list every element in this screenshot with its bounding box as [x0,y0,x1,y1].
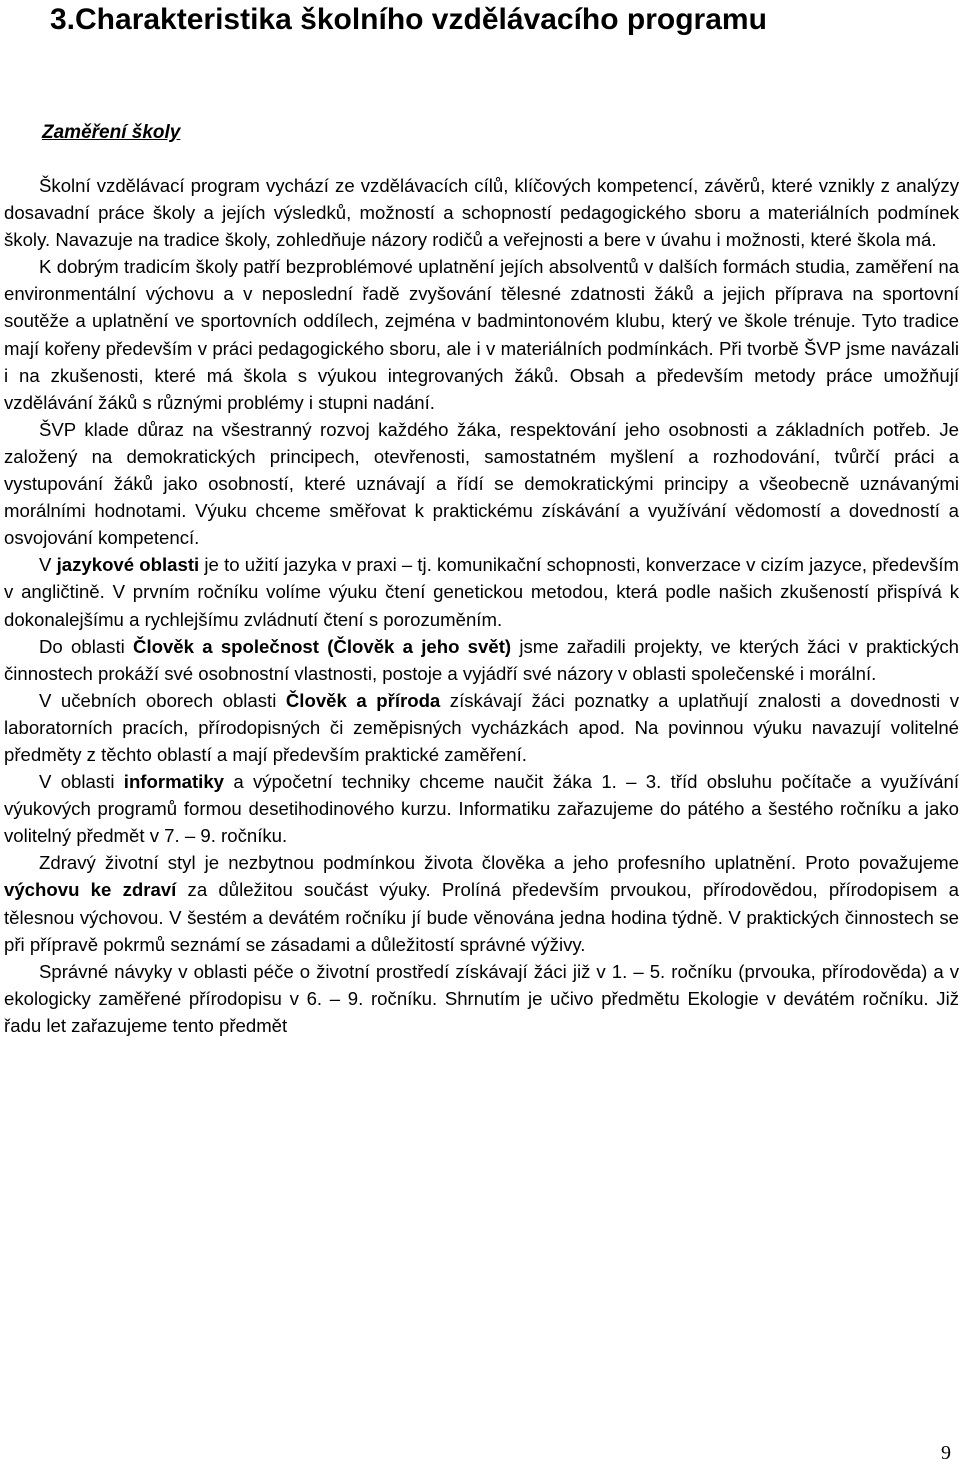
paragraph-7 [4,768,959,849]
paragraph-7-bold: informatiky [123,771,225,793]
paragraph-1: Školní vzdělávací program vychází ze vzdělávacích cílů, klíčových kompetencí, závěrů, které vznikly z analýzy dosavadní práce školy a jejích výsledků, možností a schopností pedagogického sboru a materiálních podmínek školy. Navazuje na tradice školy, zohledňuje názory rodičů a veřejnosti a bere v úvahu i možnosti, které škola má. [4,175,959,251]
paragraph-7-text-c: a výpočetní techniky chceme naučit žáka 1. – 3. tříd obsluhu počítače a využívání výukových programů formou desetihodinového kurzu. Informatiku zařazujeme do pátého a šestého ročníku a jako volitelný předmět v 7. – 9. ročníku. [4,771,960,847]
paragraph-4-text-c: je to užití jazyka v praxi – tj. komunikační schopnosti, konverzace v cizím jazyce, především v angličtině. V prvním ročníku volíme výuku čtení genetickou metodou, která podle našich zkušeností přispívá k dokonalejšímu a rychlejšímu zvládnutí čtení s porozuměním. [4,554,959,630]
paragraph-4 [4,551,959,632]
paragraph-5-text-c: jsme zařadili projekty, ve kterých žáci v praktických činnostech prokáží své osobnostní vlastnosti, postoje a vyjádří své názory v oblasti společenské i morální. [4,635,959,684]
paragraph-5-bold: Člověk a společnost (Člověk a jeho svět) [133,635,512,657]
paragraph-6-bold: Člověk a příroda [285,689,441,711]
paragraph-6-text-c: získávají žáci poznatky a uplatňují znalosti a dovednosti v laboratorních pracích, přírodopisných či zeměpisných vycházkách apod. Na povinnou výuku navazují volitelné předměty z těchto oblastí a mají především praktické zaměření. [4,689,959,765]
paragraph-3: ŠVP klade důraz na všestranný rozvoj každého žáka, respektování jeho osobnosti a základních potřeb. Je založený na demokratických principech, otevřenosti, samostatném myšlení a rozhodování, tvůrčí práci a vystupování žáků jako osobností, které uznávají a řídí se demokratickými principy a všeobecně uznávanými morálními hodnotami. Výuku chceme směřovat k praktickému získávání a využívání vědomostí a dovedností a osvojování kompetencí. [4,418,959,549]
paragraph-8-text-c: za důležitou součást výuky. Prolíná především prvoukou, přírodovědou, přírodopisem a tělesnou výchovou. V šestém a devátém ročníku jí bude věnována jedna hodina týdně. V praktických činnostech se při přípravě pokrmů seznámí se zásadami a důležitostí správné výživy. [4,879,959,955]
paragraph-5 [4,633,959,687]
paragraph-2: K dobrým tradicím školy patří bezproblémové uplatnění jejích absolventů v dalších formách studia, zaměření na environmentální výchovu a v neposlední řadě zvyšování tělesné zdatnosti žáků a jejich příprava na sportovní soutěže a uplatnění ve sportovních oddílech, zejména v badmintonovém klubu, který ve škole trénuje. Tyto tradice mají kořeny především v práci pedagogického sboru, ale i v materiálních podmínkách. Při tvorbě ŠVP jsme navázali i na zkušenosti, které má škola s výukou integrovaných žáků. Obsah a především metody práce umožňují vzdělávání žáků s různými problémy i stupni nadání. [4,256,959,413]
page-number: 9 [941,1442,951,1464]
body-text [4,172,959,1039]
section-heading: Zaměření školy [42,122,181,143]
paragraph-4-text-a: V [39,554,57,576]
paragraph-8 [4,849,959,957]
paragraph-4-bold: jazykové oblasti [56,554,200,576]
paragraph-5-text-a: Do oblasti [39,635,134,657]
paragraph-7-text-a: V oblasti [39,771,124,793]
paragraph-8-text-a: Zdravý životní styl je nezbytnou podmínkou života člověka a jeho profesního uplatnění. Proto považujeme [39,852,959,874]
paragraph-8-bold: výchovu ke zdraví [4,879,177,901]
paragraph-6 [4,687,959,768]
page-title: 3.Charakteristika školního vzdělávacího programu [50,3,767,36]
paragraph-6-text-a: V učebních oborech oblasti [39,689,286,711]
paragraph-9: Správné návyky v oblasti péče o životní prostředí získávají žáci již v 1. – 5. ročníku (prvouka, přírodověda) a v ekologicky zaměřené přírodopisu v 6. – 9. ročníku. Shrnutím je učivo předmětu Ekologie v devátém ročníku. Již řadu let zařazujeme tento předmět [4,960,959,1036]
